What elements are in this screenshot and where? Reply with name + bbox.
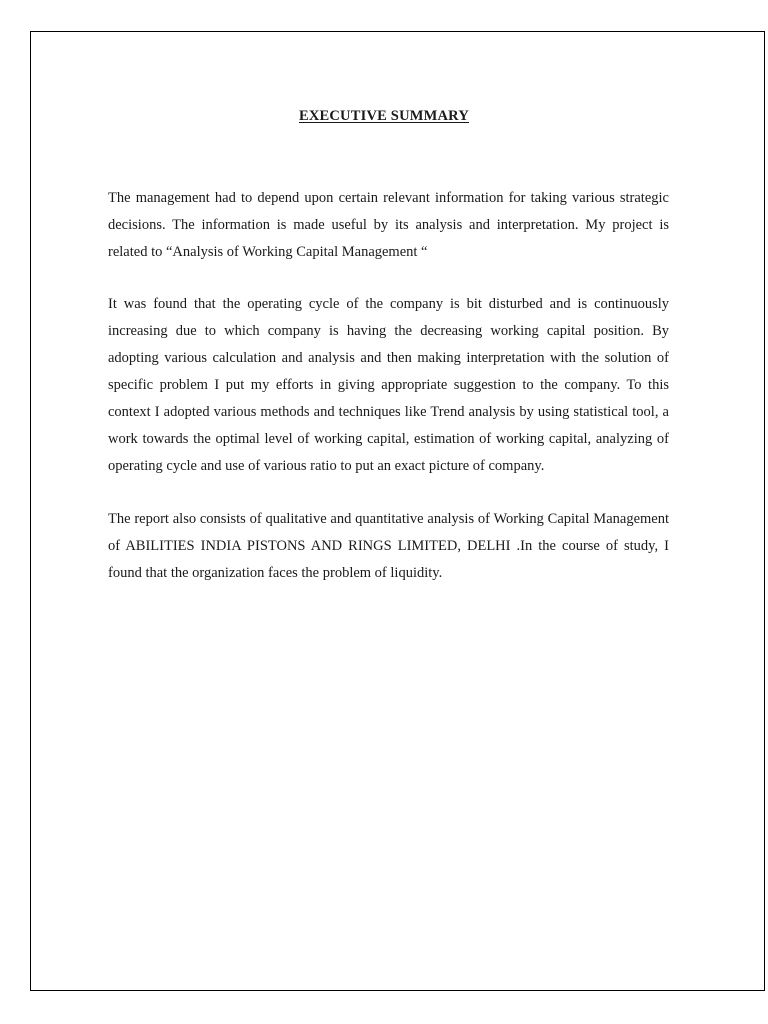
summary-paragraph-3: The report also consists of qualitative and quantitative analysis of Working Capital Management of ABILITIES INDIA PISTONS AND RINGS LIMITED, DELHI .In the course of study, I found that the organization faces the problem of liquidity. xyxy=(108,511,669,581)
summary-paragraph-2: It was found that the operating cycle of the company is bit disturbed and is continuously increasing due to which company is having the decreasing working capital position. By adopting various calculation and analysis and then making interpretation with the solution of specific problem I put my efforts in giving appropriate suggestion to the company. To this context I adopted various methods and techniques like Trend analysis by using statistical tool, a work towards the optimal level of working capital, estimation of working capital, analyzing of operating cycle and use of various ratio to put an exact picture of company. xyxy=(108,296,669,474)
summary-paragraph-1: The management had to depend upon certain relevant information for taking various strategic decisions. The information is made useful by its analysis and interpretation. My project is related to “Analysis of Working Capital Management “ xyxy=(108,190,669,260)
document-title: EXECUTIVE SUMMARY xyxy=(298,108,470,124)
